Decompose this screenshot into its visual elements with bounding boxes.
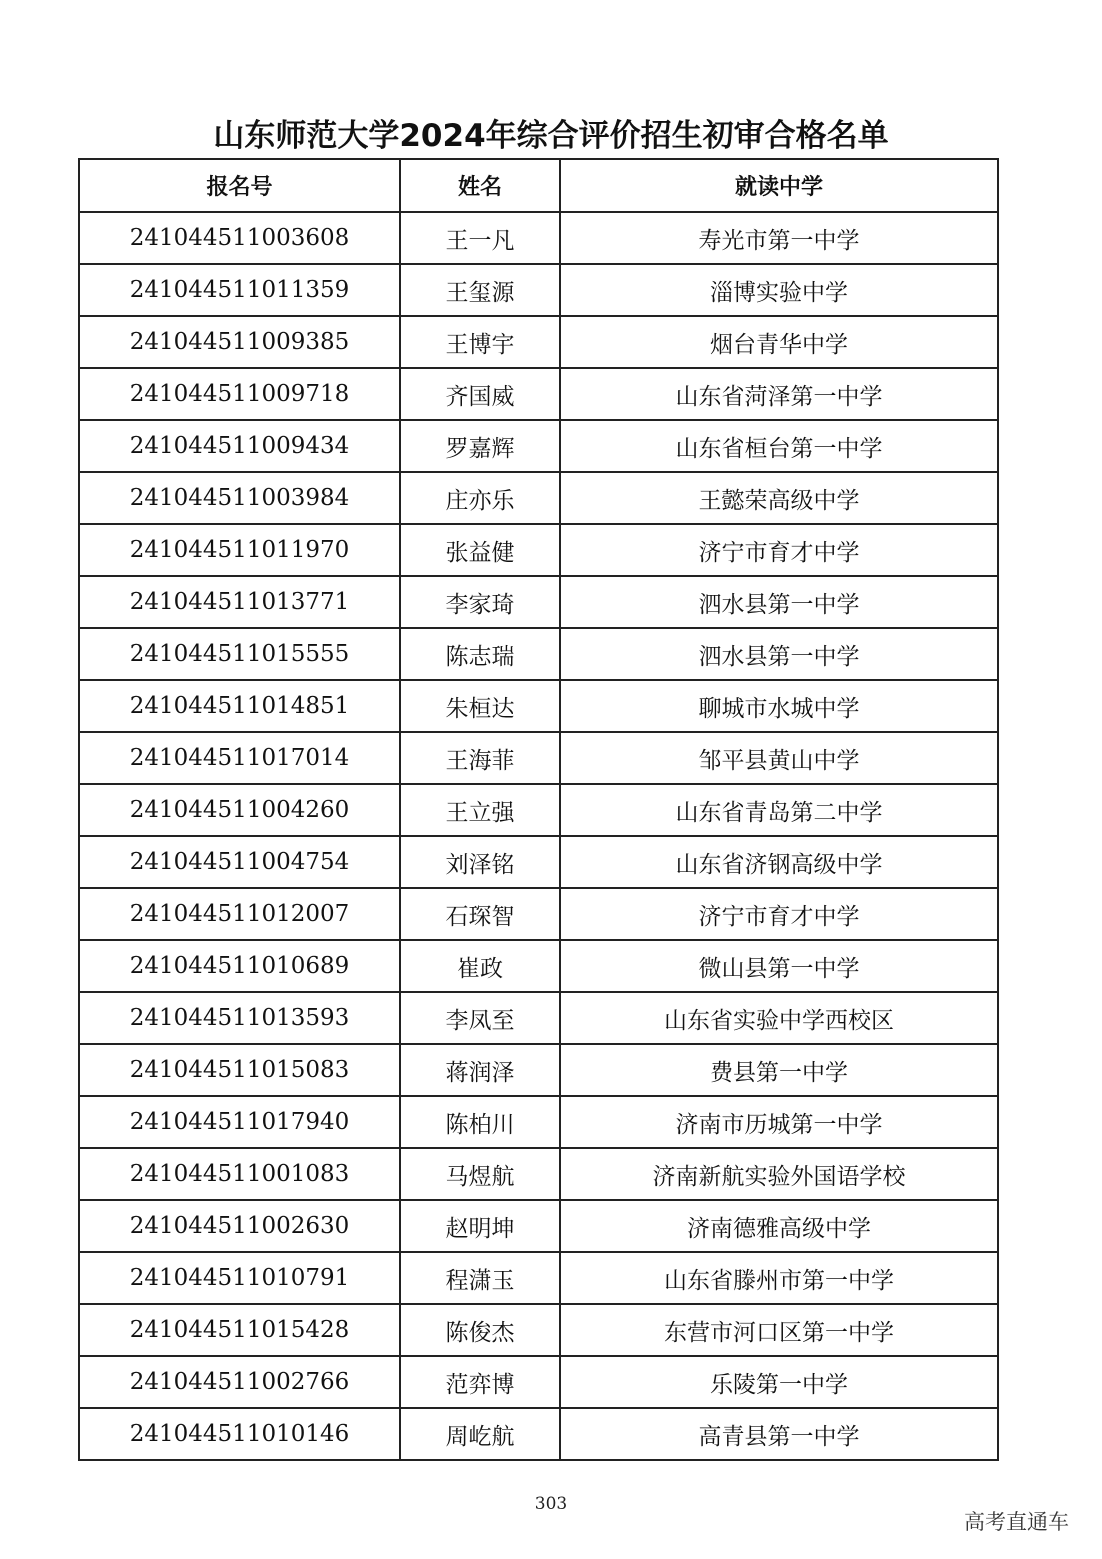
table-row bbox=[79, 1148, 998, 1200]
registration-number-cell: 241044511001083 bbox=[79, 1148, 400, 1200]
table-row bbox=[79, 1408, 998, 1460]
name-cell: 蒋润泽 bbox=[400, 1044, 560, 1096]
school-cell: 聊城市水城中学 bbox=[560, 680, 998, 732]
name-cell: 赵明坤 bbox=[400, 1200, 560, 1252]
table-row bbox=[79, 836, 998, 888]
document-title: 山东师范大学2024年综合评价招生初审合格名单 bbox=[213, 118, 889, 154]
name-cell: 陈俊杰 bbox=[400, 1304, 560, 1356]
table-row bbox=[79, 316, 998, 368]
table-body bbox=[79, 212, 998, 1460]
school-cell: 邹平县黄山中学 bbox=[560, 732, 998, 784]
school-cell: 王懿荣高级中学 bbox=[560, 472, 998, 524]
name-cell: 张益健 bbox=[400, 524, 560, 576]
name-cell: 王博宇 bbox=[400, 316, 560, 368]
registration-number-cell: 241044511012007 bbox=[79, 888, 400, 940]
school-cell: 寿光市第一中学 bbox=[560, 212, 998, 264]
registration-number-cell: 241044511004260 bbox=[79, 784, 400, 836]
registration-number-cell: 241044511017014 bbox=[79, 732, 400, 784]
school-cell: 费县第一中学 bbox=[560, 1044, 998, 1096]
registration-number-cell: 241044511009434 bbox=[79, 420, 400, 472]
name-cell: 刘泽铭 bbox=[400, 836, 560, 888]
table-row bbox=[79, 940, 998, 992]
name-cell: 崔政 bbox=[400, 940, 560, 992]
school-cell: 山东省桓台第一中学 bbox=[560, 420, 998, 472]
school-cell: 淄博实验中学 bbox=[560, 264, 998, 316]
school-cell: 泗水县第一中学 bbox=[560, 576, 998, 628]
registration-number-cell: 241044511010689 bbox=[79, 940, 400, 992]
name-cell: 罗嘉辉 bbox=[400, 420, 560, 472]
registration-number-cell: 241044511010791 bbox=[79, 1252, 400, 1304]
registration-number-cell: 241044511013771 bbox=[79, 576, 400, 628]
table-row bbox=[79, 732, 998, 784]
registration-number-cell: 241044511003608 bbox=[79, 212, 400, 264]
school-cell: 东营市河口区第一中学 bbox=[560, 1304, 998, 1356]
school-cell: 济宁市育才中学 bbox=[560, 524, 998, 576]
table-row bbox=[79, 472, 998, 524]
registration-number-cell: 241044511014851 bbox=[79, 680, 400, 732]
name-cell: 王一凡 bbox=[400, 212, 560, 264]
table-row bbox=[79, 680, 998, 732]
name-cell: 朱桓达 bbox=[400, 680, 560, 732]
school-cell: 济南德雅高级中学 bbox=[560, 1200, 998, 1252]
table-row bbox=[79, 628, 998, 680]
name-cell: 石琛智 bbox=[400, 888, 560, 940]
table-row bbox=[79, 420, 998, 472]
registration-number-cell: 241044511015083 bbox=[79, 1044, 400, 1096]
table-row bbox=[79, 888, 998, 940]
table-row bbox=[79, 992, 998, 1044]
table-row bbox=[79, 524, 998, 576]
page-number: 303 bbox=[534, 1494, 568, 1514]
school-cell: 微山县第一中学 bbox=[560, 940, 998, 992]
school-cell: 济南新航实验外国语学校 bbox=[560, 1148, 998, 1200]
registration-number-cell: 241044511017940 bbox=[79, 1096, 400, 1148]
table-row bbox=[79, 212, 998, 264]
table-row bbox=[79, 1304, 998, 1356]
name-cell: 齐国威 bbox=[400, 368, 560, 420]
registration-number-cell: 241044511013593 bbox=[79, 992, 400, 1044]
registration-number-cell: 241044511010146 bbox=[79, 1408, 400, 1460]
school-cell: 济南市历城第一中学 bbox=[560, 1096, 998, 1148]
table-row bbox=[79, 1200, 998, 1252]
school-cell: 泗水县第一中学 bbox=[560, 628, 998, 680]
registration-number-cell: 241044511011359 bbox=[79, 264, 400, 316]
registration-number-cell: 241044511009385 bbox=[79, 316, 400, 368]
table-row bbox=[79, 1044, 998, 1096]
school-cell: 烟台青华中学 bbox=[560, 316, 998, 368]
name-cell: 马煜航 bbox=[400, 1148, 560, 1200]
name-cell: 程潇玉 bbox=[400, 1252, 560, 1304]
name-cell: 周屹航 bbox=[400, 1408, 560, 1460]
name-cell: 李凤至 bbox=[400, 992, 560, 1044]
table-header-row bbox=[79, 159, 998, 212]
header-school: 就读中学 bbox=[560, 159, 998, 212]
school-cell: 山东省滕州市第一中学 bbox=[560, 1252, 998, 1304]
header-name: 姓名 bbox=[400, 159, 560, 212]
table-row bbox=[79, 576, 998, 628]
name-cell: 范弈博 bbox=[400, 1356, 560, 1408]
school-cell: 济宁市育才中学 bbox=[560, 888, 998, 940]
name-cell: 陈志瑞 bbox=[400, 628, 560, 680]
school-cell: 高青县第一中学 bbox=[560, 1408, 998, 1460]
watermark-text: 高考直通车 bbox=[964, 1510, 1069, 1534]
registration-number-cell: 241044511002766 bbox=[79, 1356, 400, 1408]
school-cell: 乐陵第一中学 bbox=[560, 1356, 998, 1408]
table-row bbox=[79, 784, 998, 836]
name-cell: 陈柏川 bbox=[400, 1096, 560, 1148]
name-cell: 庄亦乐 bbox=[400, 472, 560, 524]
school-cell: 山东省青岛第二中学 bbox=[560, 784, 998, 836]
table-row bbox=[79, 368, 998, 420]
admission-list-table bbox=[78, 158, 999, 1461]
registration-number-cell: 241044511003984 bbox=[79, 472, 400, 524]
name-cell: 李家琦 bbox=[400, 576, 560, 628]
name-cell: 王海菲 bbox=[400, 732, 560, 784]
registration-number-cell: 241044511004754 bbox=[79, 836, 400, 888]
registration-number-cell: 241044511011970 bbox=[79, 524, 400, 576]
registration-number-cell: 241044511009718 bbox=[79, 368, 400, 420]
name-cell: 王玺源 bbox=[400, 264, 560, 316]
school-cell: 山东省济钢高级中学 bbox=[560, 836, 998, 888]
table-row bbox=[79, 1252, 998, 1304]
school-cell: 山东省实验中学西校区 bbox=[560, 992, 998, 1044]
table-row bbox=[79, 264, 998, 316]
table-row bbox=[79, 1356, 998, 1408]
registration-number-cell: 241044511015428 bbox=[79, 1304, 400, 1356]
name-cell: 王立强 bbox=[400, 784, 560, 836]
table-row bbox=[79, 1096, 998, 1148]
header-registration-number: 报名号 bbox=[79, 159, 400, 212]
registration-number-cell: 241044511015555 bbox=[79, 628, 400, 680]
registration-number-cell: 241044511002630 bbox=[79, 1200, 400, 1252]
school-cell: 山东省菏泽第一中学 bbox=[560, 368, 998, 420]
